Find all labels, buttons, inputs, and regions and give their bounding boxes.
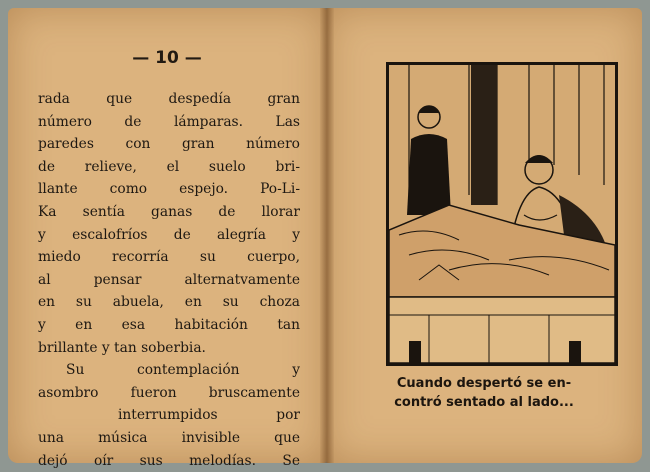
text-line: y escalofríos de alegría y [38,224,300,247]
caption-line: contró sentado al lado... [326,393,642,412]
text-line: rada que despedía gran [38,88,300,111]
text-line: y en esa habitación tan [38,314,300,337]
text-line: llante como espejo. Po-Li- [38,178,300,201]
text-line: número de lámparas. Las [38,111,300,134]
book-gutter [320,8,334,463]
body-text [38,88,300,472]
open-booklet [8,8,642,463]
illustration-caption [326,374,642,412]
text-line: Ka sentía ganas de llorar [38,201,300,224]
caption-line: Cuando despertó se en- [326,374,642,393]
text-line: una música invisible que [38,427,300,450]
text-line: al pensar alternatvamente [38,269,300,292]
text-line: dejó oír sus melodías. Se [38,450,300,472]
text-line: miedo recorría su cuerpo, [38,246,300,269]
right-page [326,8,642,463]
illustration [386,62,618,366]
left-page [8,8,326,463]
text-line: Su contemplación y [38,359,300,382]
text-line: interrumpidos por [38,404,300,427]
text-line: de relieve, el suelo bri- [38,156,300,179]
page-number: — 10 — [8,48,326,68]
text-line: asombro fueron bruscamente [38,382,300,405]
illustration-drawing [389,65,615,363]
text-line: brillante y tan soberbia. [38,337,300,360]
text-line: paredes con gran número [38,133,300,156]
text-line: en su abuela, en su choza [38,291,300,314]
